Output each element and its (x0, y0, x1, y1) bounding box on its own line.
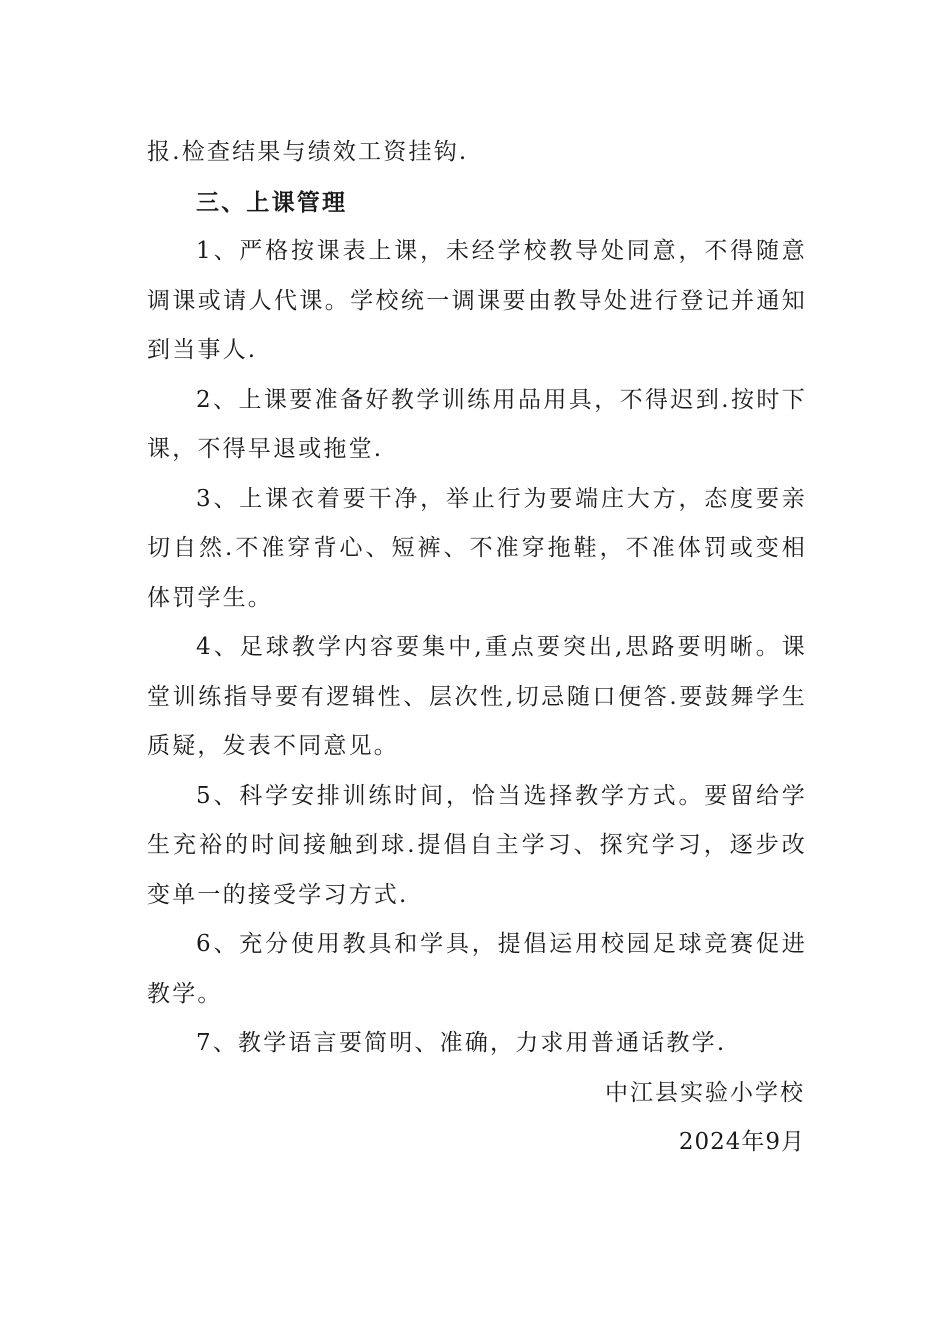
continuation-paragraph: 报.检查结果与绩效工资挂钩. (147, 139, 469, 165)
document-body (147, 128, 807, 1168)
rule-item-4: 4、足球教学内容要集中,重点要突出,思路要明晰。课堂训练指导要有逻辑性、层次性,切忌随口便答.要鼓舞学生质疑，发表不同意见。 (147, 634, 807, 759)
rule-item-3: 3、上课衣着要干净，举止行为要端庄大方，态度要亲切自然.不准穿背心、短裤、不准穿拖鞋，不准体罚或变相体罚学生。 (147, 485, 807, 611)
signature-school: 中江县实验小学校 (605, 1079, 805, 1106)
section-heading: 三、上课管理 (196, 188, 348, 216)
rule-item-6: 6、充分使用教具和学具，提倡运用校园足球竞赛促进教学。 (147, 931, 807, 1007)
signature-date: 2024年9月 (678, 1129, 805, 1155)
rule-item-7: 7、教学语言要简明、准确，力求用普通话教学. (196, 1030, 727, 1056)
rule-item-2: 2、上课要准备好教学训练用品用具，不得迟到.按时下课，不得早退或拖堂. (147, 386, 807, 462)
rule-item-1: 1、严格按课表上课，未经学校教导处同意，不得随意调课或请人代课。学校统一调课要由教导处进行登记并通知到当事人. (147, 238, 807, 363)
rule-item-5: 5、科学安排训练时间，恰当选择教学方式。要留给学生充裕的时间接触到球.提倡自主学习、探究学习，逐步改变单一的接受学习方式. (147, 782, 807, 908)
